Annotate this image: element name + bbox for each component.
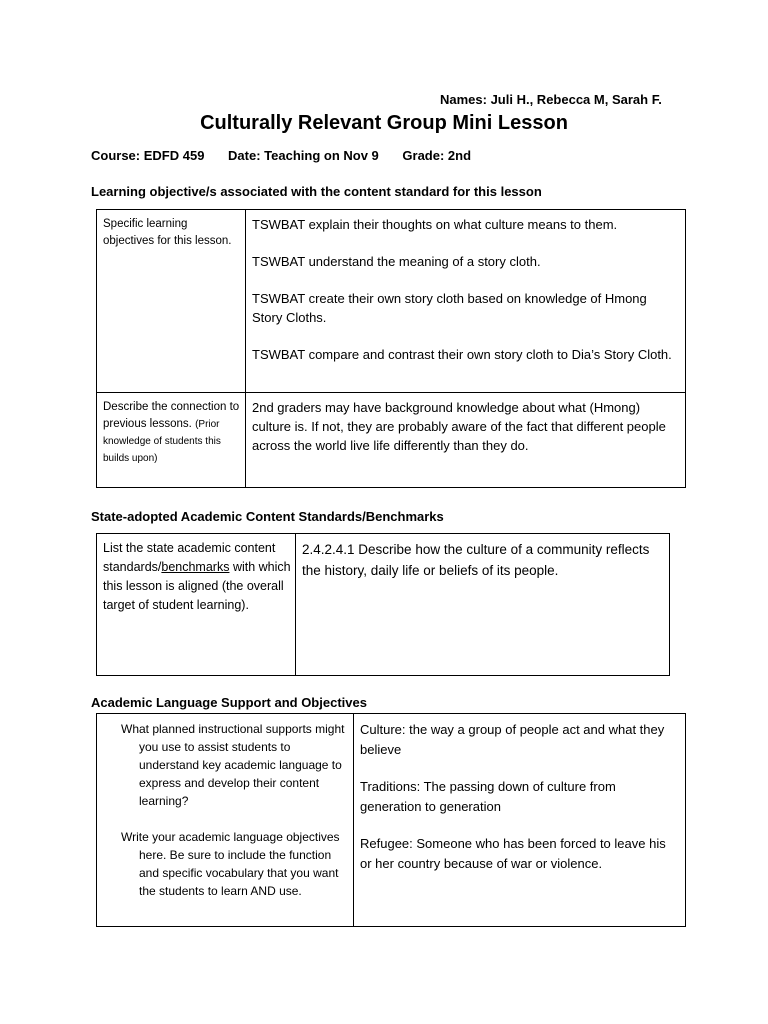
standards-label-cell: [97, 534, 296, 676]
standards-label-part1: List the state academic content standards/: [103, 541, 276, 574]
course-label: Course: EDFD 459: [91, 148, 205, 163]
learning-objectives-heading: Learning objective/s associated with the content standard for this lesson: [91, 184, 542, 199]
academic-language-label-cell: [97, 714, 354, 927]
objective-item: TSWBAT explain their thoughts on what culture means to them.: [252, 217, 618, 232]
connection-text: 2nd graders may have background knowledge about what (Hmong) culture is. If not, they are probably aware of the fact that different people across the world live life differently than they do.: [252, 400, 666, 453]
academic-language-instruction: Write your academic language objectives here. Be sure to include the function and specific vocabulary that you want the students to learn AND use.: [121, 830, 340, 898]
definition-item: Traditions: The passing down of culture from generation to generation: [360, 779, 616, 814]
objective-item: TSWBAT understand the meaning of a story cloth.: [252, 254, 541, 269]
connection-label: Describe the connection to previous lessons.: [103, 401, 240, 430]
standard-text: 2.4.2.4.1 Describe how the culture of a community reflects the history, daily life or beliefs of its people.: [302, 542, 650, 578]
course-info-line: [91, 148, 491, 163]
connection-label-cell: [97, 393, 246, 488]
academic-language-value-cell: [354, 714, 686, 927]
grade-label: Grade: 2nd: [402, 148, 472, 163]
objective-item: TSWBAT create their own story cloth based on knowledge of Hmong Story Cloths.: [252, 291, 647, 325]
author-names: Names: Juli H., Rebecca M, Sarah F.: [440, 92, 662, 107]
date-label: Date: Teaching on Nov 9: [228, 148, 379, 163]
standards-heading: State-adopted Academic Content Standards/Benchmarks: [91, 509, 444, 524]
connection-label-note: (Prior knowledge of students this builds upon): [103, 419, 221, 464]
table-row: [97, 393, 686, 488]
standards-label-part2: with which this lesson is aligned (the overall target of student learning).: [103, 560, 291, 612]
academic-language-prompt: What planned instructional supports might you use to assist students to understand key academic language to express and develop their content learning?: [121, 722, 345, 808]
academic-language-table: [96, 713, 686, 927]
objectives-value-cell: [246, 210, 686, 393]
connection-value-cell: [246, 393, 686, 488]
objectives-label-cell: [97, 210, 246, 393]
page-title: Culturally Relevant Group Mini Lesson: [200, 112, 568, 134]
definition-item: Refugee: Someone who has been forced to leave his or her country because of war or violence.: [360, 836, 666, 871]
academic-language-heading: Academic Language Support and Objectives: [91, 695, 367, 710]
benchmarks-link-text: benchmarks: [161, 560, 230, 574]
table-row: [97, 534, 670, 676]
objective-item: TSWBAT compare and contrast their own story cloth to Dia’s Story Cloth.: [252, 347, 672, 362]
standards-value-cell: [296, 534, 670, 676]
objectives-label: Specific learning objectives for this lesson.: [103, 218, 232, 247]
table-row: [97, 210, 686, 393]
standards-table: [96, 533, 670, 676]
table-row: [97, 714, 686, 927]
definition-item: Culture: the way a group of people act and what they believe: [360, 722, 665, 757]
learning-objectives-table: [96, 209, 686, 488]
